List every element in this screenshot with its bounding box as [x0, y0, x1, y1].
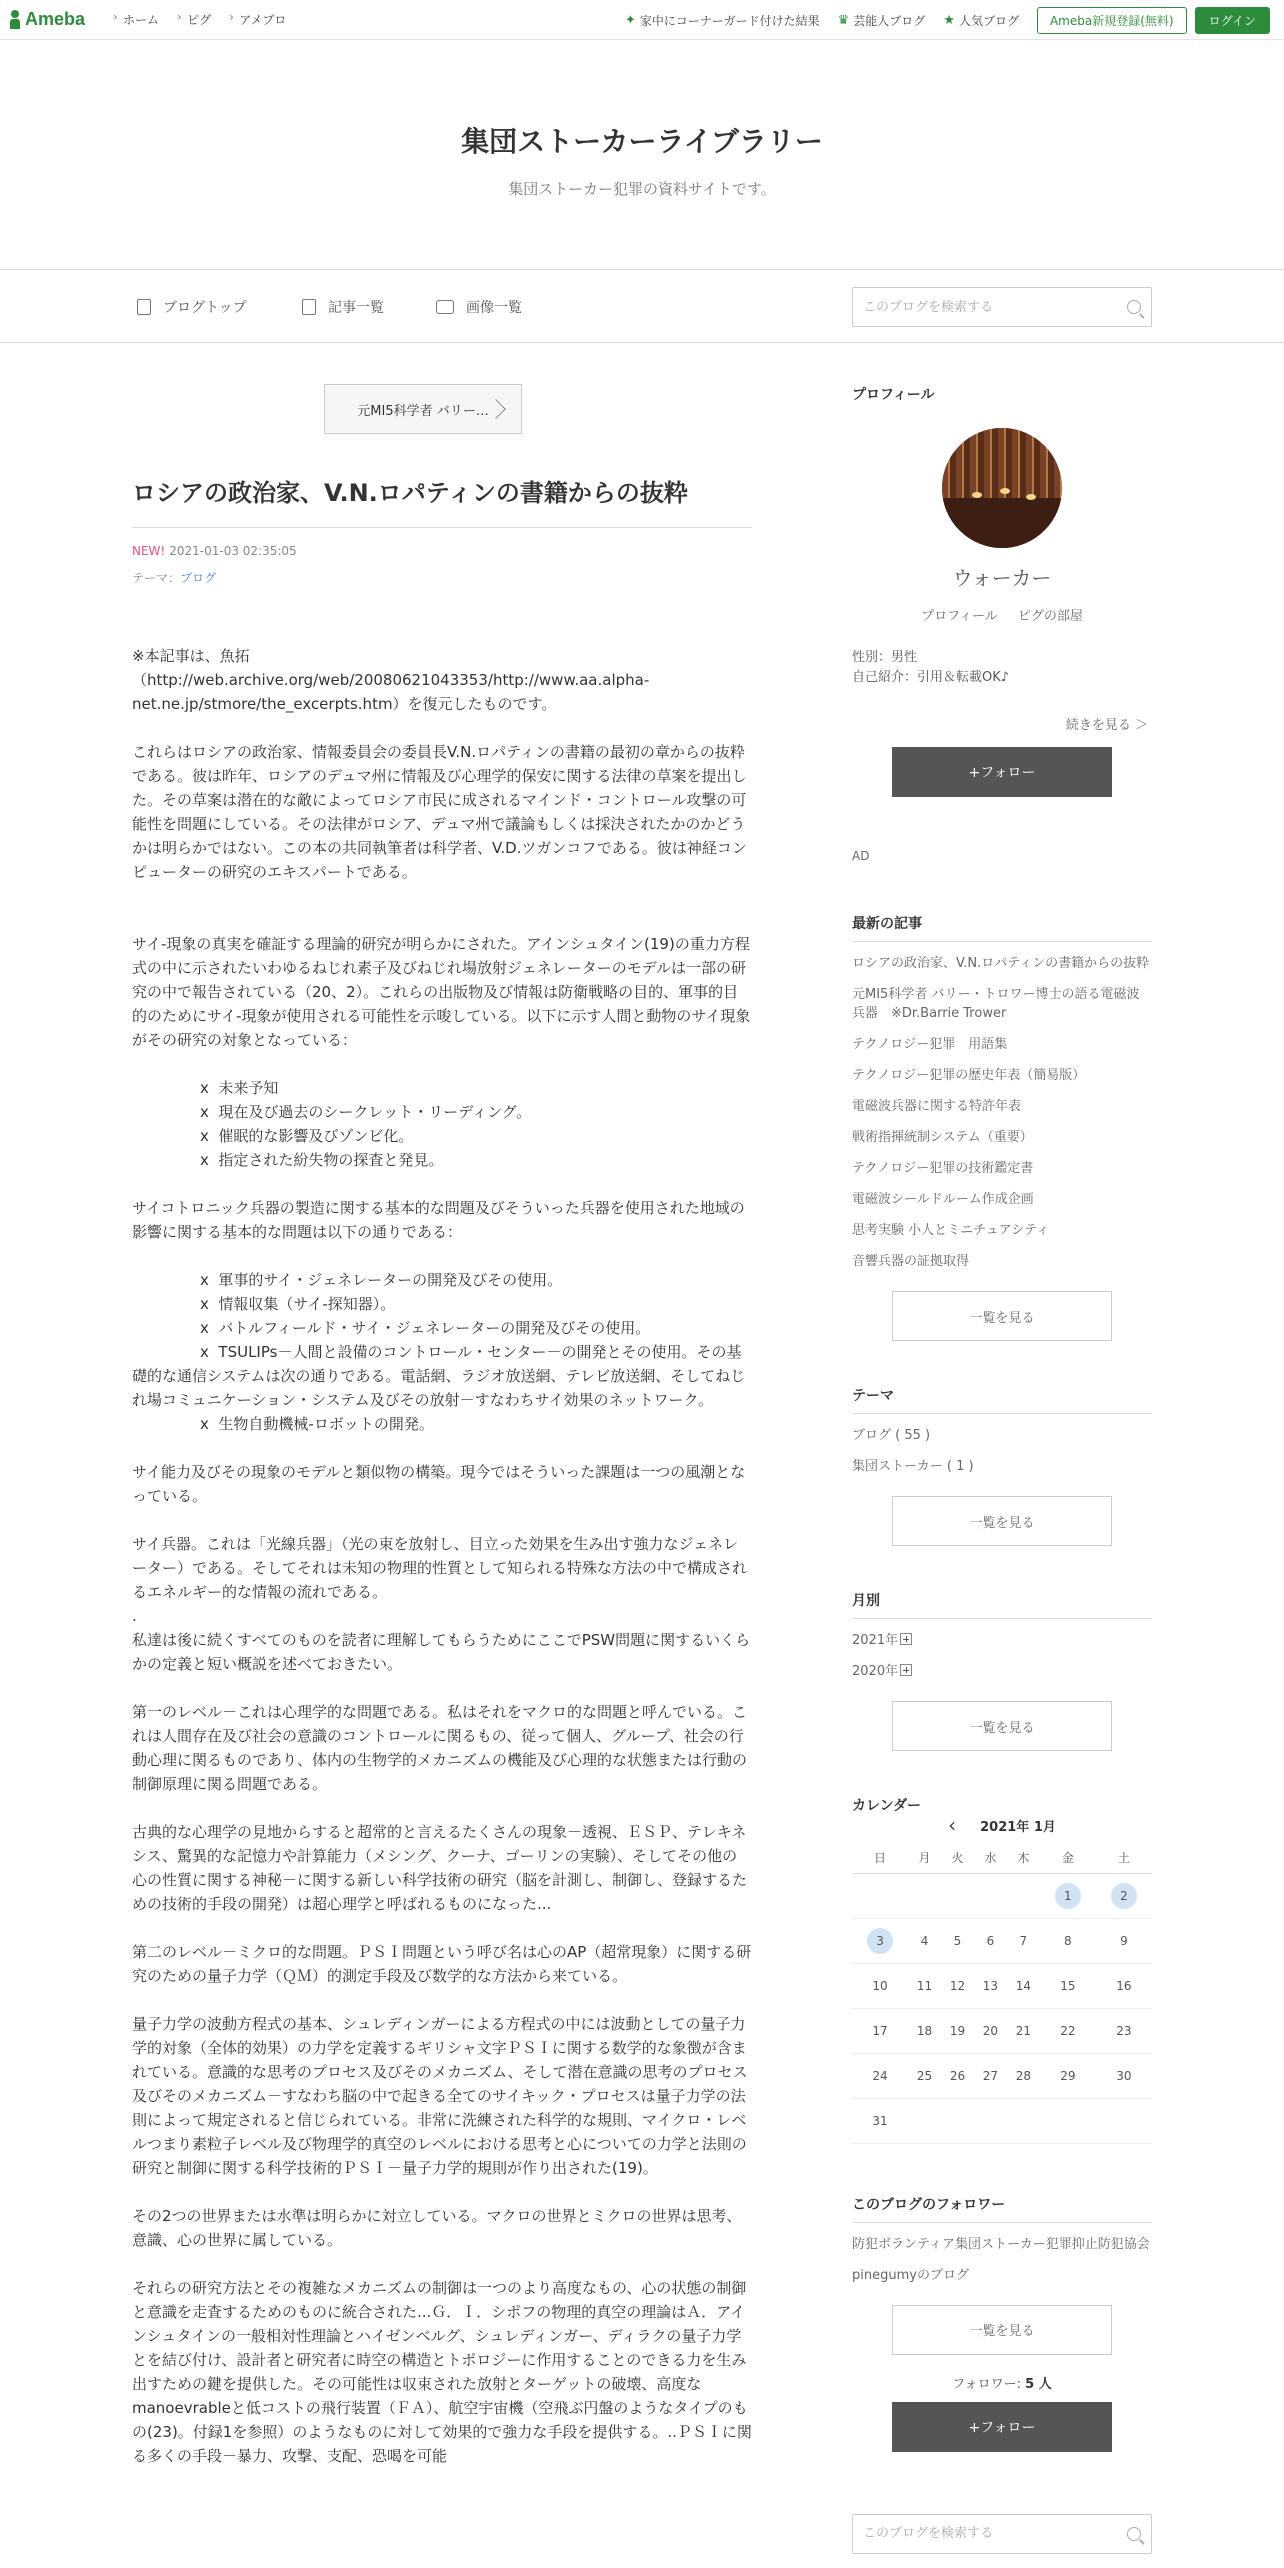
list-item: x 指定された紛失物の探査と発見。: [200, 1151, 444, 1169]
article-title[interactable]: ロシアの政治家、V.N.ロパティンの書籍からの抜粋: [132, 478, 752, 528]
followers-list: [852, 2235, 1152, 2285]
calendar-day: 27: [974, 2053, 1007, 2098]
weekday: 土: [1096, 1843, 1152, 1873]
profile-heading: プロフィール: [852, 387, 935, 403]
sidebar: [852, 384, 1152, 2554]
recent-list: [852, 954, 1152, 1271]
calendar-day[interactable]: 3: [852, 1918, 908, 1963]
month-label: 2021年: [852, 1633, 899, 1648]
image-list-label: 画像一覧: [466, 300, 522, 316]
article-date: 2021-01-03 02:35:05: [169, 544, 297, 558]
theme-list: [852, 1426, 1152, 1476]
paragraph: 古典的な心理学の見地からすると超常的と言えるたくさんの現象－透視、ＥＳＰ、テレキネシス、驚異的な記憶力や計算能力（メシング、クーナ、ゴーリンの実験）、そしてその他の心の性質に関する神秘－に関する新しい科学技術の研究（脳を計測し、制御し、登録するための技術的手段の開発）は超心理学と呼ばれるものになった...: [132, 1823, 748, 1913]
list-item: x 軍事的サイ・ジェネレーターの開発及びその使用。: [200, 1271, 563, 1289]
calendar-day: 29: [1040, 2053, 1096, 2098]
calendar-day: 28: [1007, 2053, 1040, 2098]
list-item: [132, 1340, 752, 1412]
expand-icon[interactable]: [900, 1664, 912, 1676]
list-item[interactable]: 元MI5科学者 バリー・トロワー博士の語る電磁波兵器 ※Dr.Barrie Trower: [852, 987, 1140, 1021]
list: [132, 1076, 752, 1172]
list-item[interactable]: 防犯ボランティア集団ストーカー犯罪抑止防犯協会: [852, 2236, 1150, 2252]
calendar-day: 12: [941, 1963, 974, 2008]
list-item[interactable]: [852, 1662, 1152, 1681]
celebrity-blog-label: 芸能人ブログ: [853, 13, 926, 28]
paragraph: サイコトロニック兵器の製造に関する基本的な問題及びそういった兵器を使用された地域の影響に関する基本的な問題は以下の通りである：: [132, 1199, 745, 1241]
list-item[interactable]: ロシアの政治家、V.N.ロパティンの書籍からの抜粋: [852, 956, 1150, 971]
paragraph: サイ能力及びその現象のモデルと類似物の構築。現今ではそういった課題は一つの風潮となっている。: [132, 1463, 746, 1505]
calendar-day: 9: [1096, 1918, 1152, 1963]
blog-subtitle: 集団ストーカー犯罪の資料サイトです。: [508, 180, 776, 198]
profile-more-link[interactable]: 続きを見る ＞: [1065, 718, 1148, 733]
calendar-day: 20: [974, 2008, 1007, 2053]
paragraph: 第一のレベル－これは心理学的な問題である。私はそれをマクロ的な問題と呼んでいる。これは人間存在及び社会の意識のコントロールに関るもの、従って個人、グループ、社会の行動心理に関るものであり、体内の生物学的メカニズムの機能及び心理的な状態または行動の制御原理に関る問題である。: [132, 1703, 748, 1793]
paragraph: それらの研究方法とその複雑なメカニズムの制御は一つのより高度なもの、心の状態の制御と意識を走査するためのものに統合された...Ｇ．Ｉ．シポフの物理的真空の理論はＡ．アインシュタインの一般相対性理論とハイゼンベルグ、シュレディンガー、ディラクの量子力学とを結び付け、設計者と研究者に時空の構造とトポロジーに作用することのできる力を生み出すための鍵を提供した。その可能性は収束された放射とターゲットの破壊、高度なmanoevrableと低コストの飛行装置（ＦＡ）、航空宇宙機（空飛ぶ円盤のようなタイプのもの(23)。付録1を参照）のようなものに対して効果的で強力な手段を提供する。..ＰＳＩに関る多くの手段－暴力、攻撃、支配、恐喝を可能: [132, 2279, 752, 2465]
floor-image: [942, 498, 1062, 548]
calendar-day: 22: [1040, 2008, 1096, 2053]
calendar-day: 10: [852, 1963, 908, 2008]
article-body: [132, 644, 752, 2492]
profile-name[interactable]: ウォーカー: [952, 566, 1052, 590]
list-item: x 情報収集（サイ-探知器）。: [200, 1295, 396, 1313]
weekday: 月: [908, 1843, 941, 1873]
calendar-day[interactable]: 1: [1040, 1873, 1096, 1918]
list-item[interactable]: 音響兵器の証拠取得: [852, 1254, 970, 1269]
weekday: 木: [1007, 1843, 1040, 1873]
recent-heading: 最新の記事: [852, 913, 1152, 942]
avatar[interactable]: [942, 428, 1062, 548]
theme-label: テーマ：: [132, 571, 181, 585]
weekday: 日: [852, 1843, 908, 1873]
list-item[interactable]: 電磁波シールドルーム作成企画: [852, 1192, 1034, 1207]
sidebar-search-input[interactable]: [863, 2526, 1127, 2541]
profile-info: [852, 648, 1152, 688]
search-icon[interactable]: [1127, 2527, 1141, 2541]
calendar-day: 4: [908, 1918, 941, 1963]
article-meta: [132, 544, 297, 558]
list-item[interactable]: pinegumyのブログ: [852, 2267, 969, 2283]
list-item: x 生物自動機械-ロボットの開発。: [200, 1415, 434, 1433]
follower-count-value: 5 人: [1025, 2376, 1052, 2392]
blog-search-input[interactable]: [863, 300, 1127, 315]
list-item: x 催眠的な影響及びゾンビ化。: [200, 1127, 414, 1145]
nav-ameblo[interactable]: › アメブロ: [229, 11, 286, 28]
search-icon[interactable]: [1127, 300, 1141, 314]
blog-header: [0, 40, 1284, 270]
blog-top-link[interactable]: [137, 297, 247, 317]
list-item[interactable]: テクノロジー犯罪 用語集: [852, 1037, 1008, 1052]
list-item[interactable]: 集団ストーカー ( 1 ): [852, 1459, 974, 1474]
follow-button-bottom[interactable]: +フォロー: [892, 2402, 1112, 2452]
weekday: 水: [974, 1843, 1007, 1873]
calendar-day: 15: [1040, 1963, 1096, 2008]
nav-home[interactable]: › ホーム: [113, 11, 159, 28]
weekday: 金: [1040, 1843, 1096, 1873]
calendar-day: 5: [941, 1918, 974, 1963]
calendar: [852, 1843, 1152, 2144]
list: [132, 1268, 752, 1436]
lamp-icon: [1026, 494, 1036, 500]
ad-label: AD: [852, 849, 870, 863]
recent-view-all-button[interactable]: 一覧を見る: [892, 1291, 1112, 1341]
camera-icon: [436, 300, 454, 314]
calendar-day: 18: [908, 2008, 941, 2053]
paragraph: 量子力学の波動方程式の基本、シュレディンガーによる方程式の中には波動としての量子力学的対象（全体的効果）の力学を定義するギリシャ文字ＰＳＩに関する数学的な象徴が含まれている。意識的な思考のプロセス及びそのメカニズム、そして潜在意識の思考のプロセス及びそのメカニズム－すなわち脳の中で起きる全てのサイキック・プロセスは量子力学の法則によって規定されると信じられている。非常に洗練された科学的な規則、マイクロ・レベルつまり素粒子レベル及び物理学的真空のレベルにおける思考と心についての力学と法則の研究と制御に関する科学技術的ＰＳＩ－量子力学的規則が作り出された(19)。: [132, 2015, 748, 2177]
profile-links: [852, 605, 1152, 624]
topic-link-label: 家中にコーナーガード付けた結果: [639, 13, 820, 28]
followers-heading: このブログのフォロワー: [852, 2194, 1152, 2223]
theme-view-all-button[interactable]: 一覧を見る: [892, 1496, 1112, 1546]
monthly-view-all-button[interactable]: 一覧を見る: [892, 1701, 1112, 1751]
lamp-icon: [972, 492, 982, 498]
profile-gender: 性別：男性: [852, 650, 918, 665]
prev-article-button[interactable]: [324, 384, 522, 434]
nav-pigg[interactable]: › ピグ: [177, 11, 211, 28]
paragraph: その2つの世界または水準は明らかに対立している。マクロの世界とミクロの世界は思考、意識、心の世界に属している。: [132, 2207, 742, 2249]
calendar-day: 7: [1007, 1918, 1040, 1963]
follower-count: [852, 2373, 1152, 2392]
celebrity-blog-link[interactable]: [838, 12, 926, 29]
calendar-day: 21: [1007, 2008, 1040, 2053]
calendar-day: 26: [941, 2053, 974, 2098]
logo-text: Ameba: [25, 9, 86, 29]
chevron-left-icon[interactable]: ‹: [948, 1813, 957, 1837]
calendar-day: 31: [852, 2098, 908, 2143]
prev-article-label: 元MI5科学者 バリー…: [357, 403, 489, 419]
list-item-text: x TSULIPs－人間と設備のコントロール・センター－の開発とその使用。その基礎的な通信システムは次の通りである。電話網、ラジオ放送網、テレビ放送網、そしてねじれ場コミュニケーション・システム及びその放射－すなわちサイ効果のネットワーク。: [132, 1343, 746, 1409]
calendar-day[interactable]: 2: [1096, 1873, 1152, 1918]
blog-nav: [0, 270, 1284, 343]
calendar-heading: カレンダー: [852, 1798, 922, 1814]
new-badge: NEW!: [132, 544, 166, 558]
popular-blog-label: 人気ブログ: [958, 13, 1019, 28]
blog-title[interactable]: 集団ストーカーライブラリー: [461, 125, 823, 158]
expand-icon[interactable]: [900, 1633, 912, 1645]
document-icon: [137, 299, 151, 315]
list-item: x 現在及び過去のシークレット・リーディング。: [200, 1103, 532, 1121]
paragraph: サイ-現象の真実を確証する理論的研究が明らかにされた。アインシュタイン(19)の重力方程式の中に示されたいわゆるねじれ素子及びねじれ場放射ジェネレーターのモデルは一部の研究の中で報告されている（20、2）。これらの出版物及び情報は防衛戦略の目的、軍事的目的のためにサイ-現象が使用される可能性を示唆している。以下に示す人間と動物のサイ現象がその研究の対象となっている：: [132, 935, 751, 1049]
follower-count-label: フォロワー:: [952, 2376, 1026, 2392]
entry-list-label: 記事一覧: [328, 300, 384, 316]
calendar-day: 24: [852, 2053, 908, 2098]
list-item[interactable]: ブログ ( 55 ): [852, 1428, 931, 1443]
pigg-room-link[interactable]: ピグの部屋: [1017, 609, 1083, 624]
calendar-day: 14: [1007, 1963, 1040, 2008]
image-list-link[interactable]: [436, 297, 522, 317]
paragraph: 第二のレベル－ミクロ的な問題。ＰＳＩ問題という呼び名は心のAP（超常現象）に関する研究のための量子力学（ＱＭ）的測定手段及び数学的な方法から来ている。: [132, 1943, 752, 1985]
popular-blog-link[interactable]: [943, 12, 1019, 29]
month-label: 2020年: [852, 1664, 899, 1679]
sidebar-search: [852, 2514, 1152, 2554]
list-item[interactable]: 戦術指揮統制システム（重要）: [852, 1130, 1033, 1145]
chevron-right-icon: [486, 399, 506, 419]
list-item: x バトルフィールド・サイ・ジェネレーターの開発及びその使用。: [200, 1319, 651, 1337]
calendar-day: 23: [1096, 2008, 1152, 2053]
list-item[interactable]: 電磁波兵器に関する特許年表: [852, 1099, 1022, 1114]
copy-icon: [302, 299, 316, 315]
monthly-list: [852, 1631, 1152, 1681]
blog-top-label: ブログトップ: [163, 300, 247, 316]
list-item[interactable]: 思考実験 小人とミニチュアシティ: [852, 1223, 1050, 1238]
calendar-day: 11: [908, 1963, 941, 2008]
paragraph: これらはロシアの政治家、情報委員会の委員長V.N.ロパティンの書籍の最初の章からの抜粋である。彼は昨年、ロシアのデュマ州に情報及び心理学的保安に関する法律の草案を提出した。その草案は潜在的な敵によってロシア市民に成されるマインド・コントロール攻撃の可能性を問題にしている。その法律がロシア、デュマ州で議論もしくは採決されたかのかどうかは明らかではない。この本の共同執筆者は科学者、V.D.ツガンコフである。彼は神経コンピューターの研究のエキスパートである。: [132, 743, 747, 881]
theme-link[interactable]: ブログ: [180, 571, 217, 585]
theme-heading: テーマ: [852, 1385, 1152, 1414]
paragraph: サイ兵器。これは「光線兵器」（光の束を放射し、目立った効果を生み出す強力なジェネレーター）である。そしてそれは未知の物理的性質として知られる特殊な方法の中で構成されるエネルギー的な情報の流れである。 . 私達は後に続くすべてのものを読者に理解してもらうためにここでPSW問題に関するいくらかの定義と短い概説を述べておきたい。: [132, 1535, 751, 1673]
crown-icon: ♛: [837, 12, 850, 28]
calendar-day: 25: [908, 2053, 941, 2098]
calendar-day: 16: [1096, 1963, 1152, 2008]
list-item[interactable]: テクノロジー犯罪の歴史年表（簡易版）: [852, 1068, 1086, 1083]
login-button[interactable]: ログイン: [1195, 7, 1270, 34]
list-item: x 未来予知: [200, 1079, 279, 1097]
monthly-heading: 月別: [852, 1590, 1152, 1619]
profile-intro: 自己紹介：引用＆転載OK♪: [852, 670, 1010, 685]
star-icon: ★: [943, 12, 955, 28]
calendar-day: 19: [941, 2008, 974, 2053]
calendar-day: 6: [974, 1918, 1007, 1963]
register-button[interactable]: Ameba新規登録(無料): [1037, 7, 1187, 34]
calendar-day: 13: [974, 1963, 1007, 2008]
calendar-day: 17: [852, 2008, 908, 2053]
article-theme: [132, 569, 216, 586]
calendar-day: 30: [1096, 2053, 1152, 2098]
list-item[interactable]: [852, 1631, 1152, 1650]
list-item[interactable]: テクノロジー犯罪の技術鑑定書: [852, 1161, 1034, 1176]
topic-link[interactable]: [625, 12, 820, 29]
blog-search: [852, 287, 1152, 327]
calendar-header: [852, 1815, 1152, 1835]
calendar-day: 8: [1040, 1918, 1096, 1963]
paragraph: ※本記事は、魚拓（http://web.archive.org/web/20080621043353/http://www.aa.alpha-net.ne.jp/stmore/the_excerpts.htm）を復元したものです。: [132, 647, 650, 713]
profile-link[interactable]: プロフィール: [921, 609, 998, 624]
global-header: [0, 0, 1284, 40]
global-nav: [95, 11, 286, 28]
entry-list-link[interactable]: [302, 297, 384, 317]
ameba-logo-icon: [8, 10, 22, 30]
sparkle-icon: ✦: [624, 12, 636, 28]
followers-view-all-button[interactable]: 一覧を見る: [892, 2305, 1112, 2355]
lamp-icon: [1000, 488, 1010, 494]
ameba-logo[interactable]: [8, 9, 85, 30]
follow-button[interactable]: +フォロー: [892, 747, 1112, 797]
weekday: 火: [941, 1843, 974, 1873]
calendar-month: 2021年 1月: [980, 1819, 1056, 1835]
